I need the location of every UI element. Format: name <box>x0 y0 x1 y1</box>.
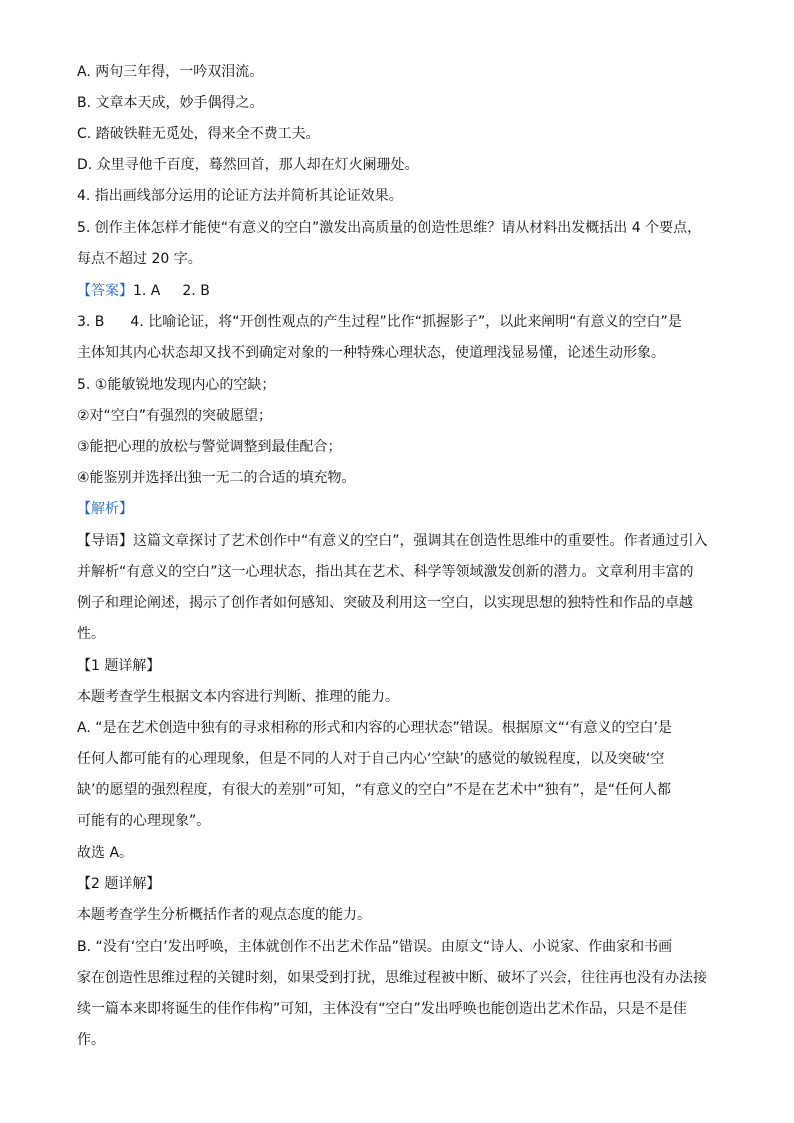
q1-heading: 【1 题详解】 <box>77 658 161 674</box>
q1-line-4: 缺’的愿望的强烈程度，有很大的差别”可知，“有意义的空白”不是在艺术中“独有”，是“任何人都 <box>77 782 671 798</box>
answer-4-line-2: 主体知其内心状态却又找不到确定对象的一种特殊心理状态，使道理浅显易懂，论述生动形象。 <box>77 345 665 361</box>
intro-line-3: 例子和理论阐述，揭示了创作者如何感知、突破及利用这一空白，以实现思想的独特性和作品的卓越 <box>77 595 693 611</box>
q2-line-3: 家在创造性思维过程的关键时刻，如果受到打扰，思维过程被中断、破坏了兴会，往往再也没有办法接 <box>77 970 707 986</box>
q1-line-5: 可能有的心理现象”。 <box>77 813 211 829</box>
answer-3: 3. B <box>77 314 105 330</box>
option-c: C. 踏破铁鞋无觅处，得来全不费工夫。 <box>77 126 320 142</box>
answer-5-point-3: ③能把心理的放松与警觉调整到最佳配合； <box>77 439 342 455</box>
analysis-tag: 【解析】 <box>77 501 133 517</box>
answer-5-point-2: ②对“空白”有强烈的突破愿望； <box>77 408 273 424</box>
q2-line-2: B. “没有‘空白’发出呼唤，主体就创作不出艺术作品”错误。由原文“诗人、小说家、作曲家和书画 <box>77 939 673 955</box>
q2-line-5: 作。 <box>77 1032 105 1048</box>
answer-2: 2. B <box>182 283 210 299</box>
intro-line-4: 性。 <box>77 626 105 642</box>
answer-5-point-1: 5. ①能敏锐地发现内心的空缺； <box>77 377 276 393</box>
question-5-line-1: 5. 创作主体怎样才能使“有意义的空白”激发出高质量的创造性思维？请从材料出发概括出 4 个要点， <box>77 220 702 236</box>
q2-line-4: 续一篇本来即将诞生的佳作伟构”可知，主体没有“空白”发出呼唤也能创造出艺术作品，只是不是佳 <box>77 1001 687 1017</box>
option-a: A. 两句三年得，一吟双泪流。 <box>77 64 264 80</box>
answer-row-2 <box>77 312 682 332</box>
intro-line-2: 并解析“有意义的空白”这一心理状态，指出其在艺术、科学等领域激发创新的潜力。文章利用丰富的 <box>77 564 694 580</box>
option-d: D. 众里寻他千百度，蓦然回首，那人却在灯火阑珊处。 <box>77 157 419 173</box>
question-5-line-2: 每点不超过 20 字。 <box>77 251 202 267</box>
q1-line-3: 任何人都可能有的心理现象，但是不同的人对于自己内心‘空缺’的感觉的敏锐程度，以及突破‘空 <box>77 751 665 767</box>
answer-row-1 <box>77 281 210 301</box>
answer-tag: 【答案】 <box>77 283 133 299</box>
intro-line-1: 【导语】这篇文章探讨了艺术创作中“有意义的空白”，强调其在创造性思维中的重要性。作者通过引入 <box>77 533 708 549</box>
question-4: 4. 指出画线部分运用的论证方法并简析其论证效果。 <box>77 188 403 204</box>
q1-line-2: A. “是在艺术创造中独有的寻求相称的形式和内容的心理状态”错误。根据原文“‘有意义的空白’是 <box>77 720 672 736</box>
q2-line-1: 本题考查学生分析概括作者的观点态度的能力。 <box>77 907 371 923</box>
answer-5-point-4: ④能鉴别并选择出独一无二的合适的填充物。 <box>77 470 356 486</box>
q1-line-6: 故选 A。 <box>77 845 134 861</box>
q2-heading: 【2 题详解】 <box>77 876 161 892</box>
answer-4-line-1: 4. 比喻论证，将“开创性观点的产生过程”比作“抓握影子”，以此来阐明“有意义的空白”是 <box>130 314 682 330</box>
q1-line-1: 本题考查学生根据文本内容进行判断、推理的能力。 <box>77 689 399 705</box>
option-b: B. 文章本天成，妙手偶得之。 <box>77 95 264 111</box>
answer-1: 1. A <box>133 283 161 299</box>
